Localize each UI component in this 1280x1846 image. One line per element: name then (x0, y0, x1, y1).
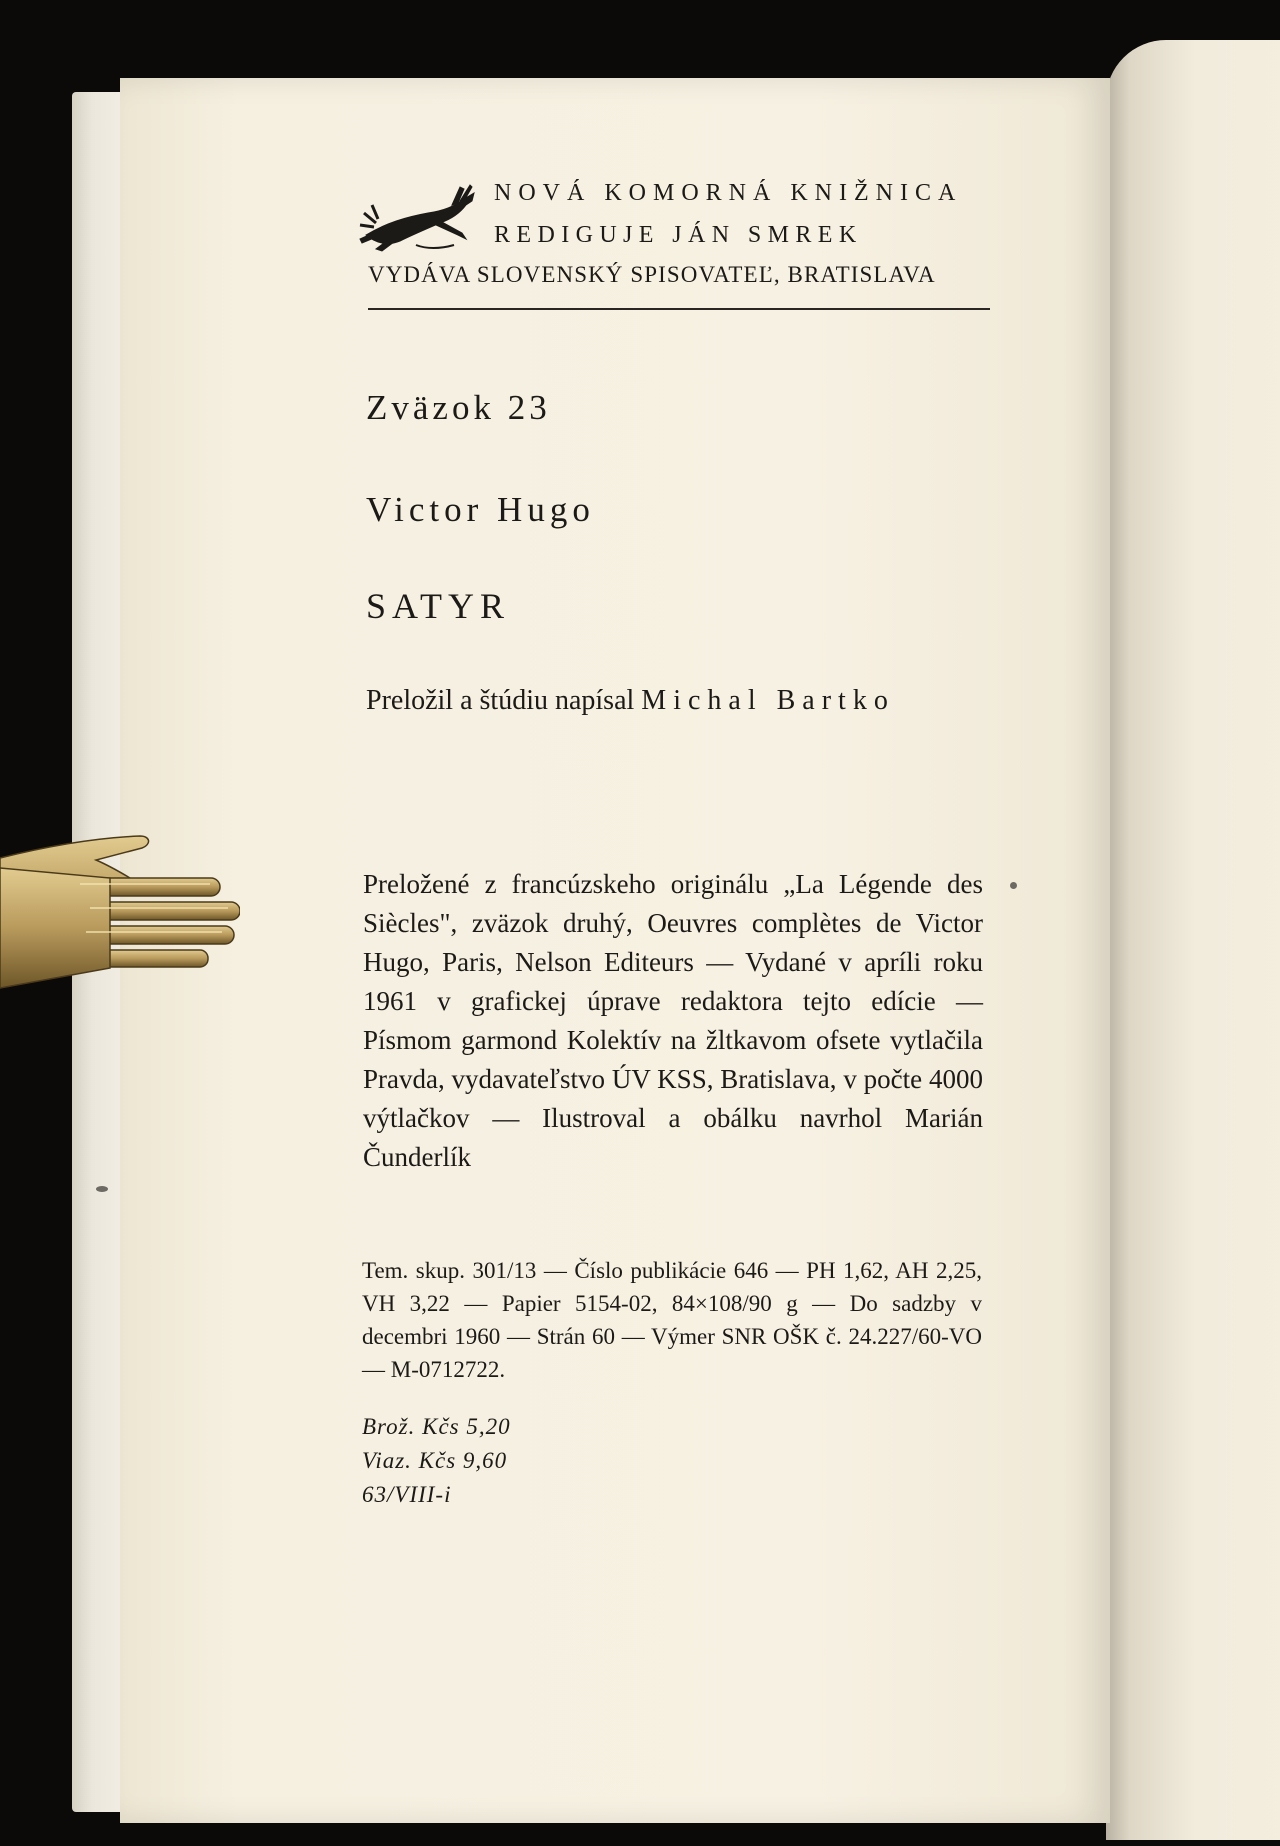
publisher-line: VYDÁVA SLOVENSKÝ SPISOVATEĽ, BRATISLAVA (368, 262, 936, 287)
price-block (362, 1410, 511, 1512)
paper-speck (96, 1186, 108, 1192)
price-paperback: Brož. Kčs 5,20 (362, 1414, 511, 1439)
catalog-code: 63/VIII-i (362, 1482, 452, 1507)
brass-hand-bookmark-icon (0, 818, 240, 1008)
translator-name: Michal Bartko (641, 685, 895, 716)
volume-number: Zväzok 23 (366, 388, 551, 427)
series-name: NOVÁ KOMORNÁ KNIŽNICA (494, 180, 963, 206)
price-hardcover: Viaz. Kčs 9,60 (362, 1448, 508, 1473)
header-divider (368, 308, 990, 310)
colophon-paragraph: Preložené z francúzskeho originálu „La Légende des Siècles", zväzok druhý, Oeuvres complètes de Victor Hugo, Paris, Nelson Editeurs — Vydané v apríli roku 1961 v grafickej úprave redaktora tejto edície — Písmom garmond Kolektív na žltkavom ofsete vytlačila Pravda, vydavateľstvo ÚV KSS, Bratislava, v počte 4000 výtlačkov — Ilustroval a obálku navrhol Marián Čunderlík (363, 869, 983, 1172)
facing-page-edge (1106, 40, 1280, 1840)
technical-details: Tem. skup. 301/13 — Číslo publikácie 646 — PH 1,62, AH 2,25, VH 3,22 — Papier 5154-02, 84×108/90 g — Do sadzby v decembri 1960 — Strán 60 — Výmer SNR OŠK č. 24.227/60-VO — M-0712722. (362, 1258, 982, 1382)
author-name: Victor Hugo (366, 490, 595, 529)
paper-speck (1010, 882, 1017, 889)
translator-line (366, 685, 895, 717)
leaping-deer-icon (356, 183, 480, 257)
translator-prefix: Preložil a štúdiu napísal (366, 685, 635, 716)
book-title: SATYR (366, 586, 511, 626)
series-editor: REDIGUJE JÁN SMREK (494, 222, 863, 248)
